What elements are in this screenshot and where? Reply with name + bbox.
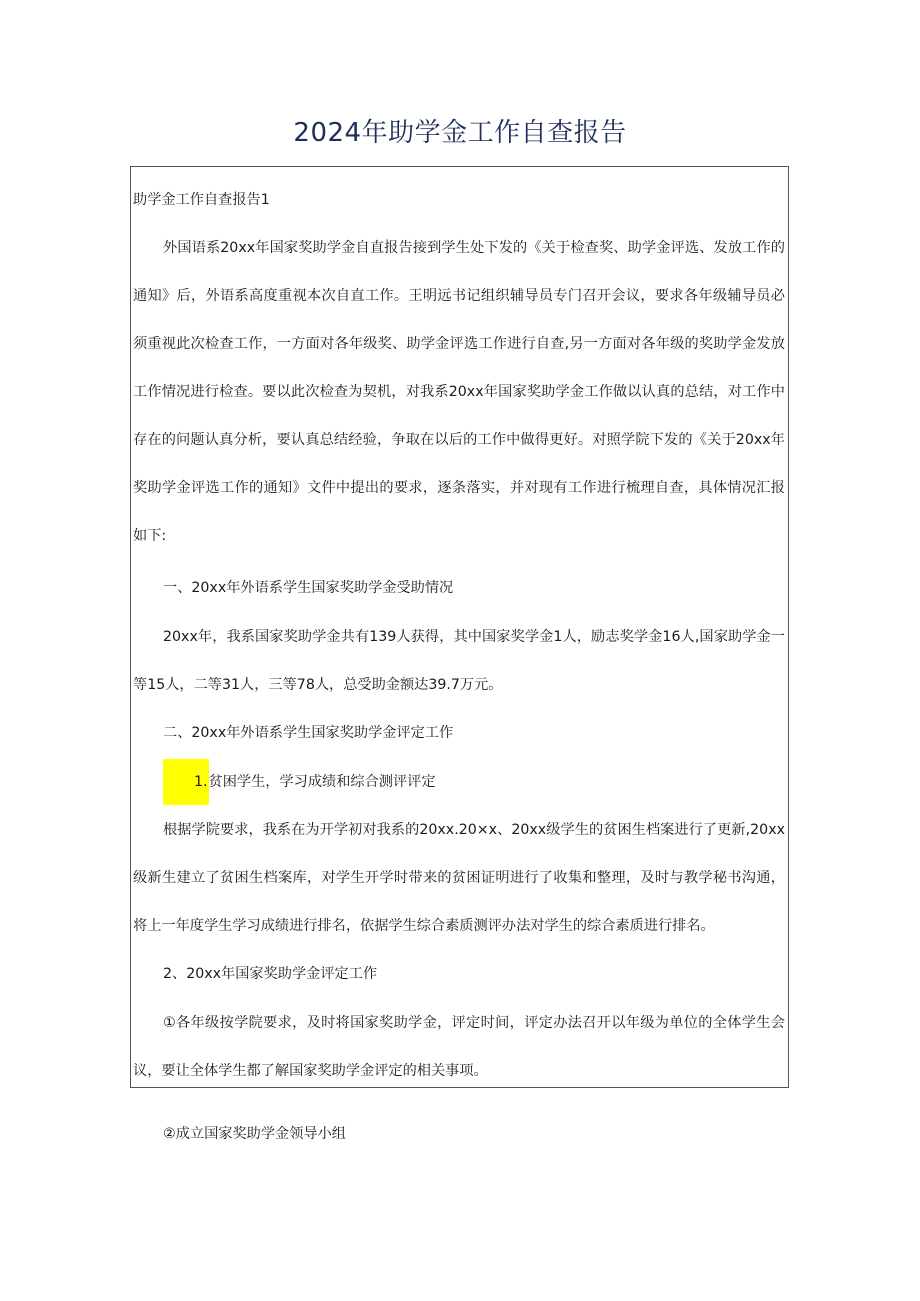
item-one-text: 贫困学生，学习成绩和综合测评评定 [208,774,436,790]
document-title: 2024年助学金工作自查报告 [293,118,627,148]
ranking-paragraph: 根据学院要求，我系在为开学初对我系的20xx.20×x、20xx级学生的贫困生档案进行了更新,20xx级新生建立了贫困生档案库，对学生开学时带来的贫困证明进行了收集和整理，及时与教学秘书沟通，将上一年度学生学习成绩进行排名，依据学生综合素质测评办法对学生的综合素质进行排名。 [133,822,785,934]
item-one-heading [133,758,785,806]
heading-one: 一、20xx年外语系学生国家奖助学金受助情况 [163,580,454,596]
circle-two-heading: ②成立国家奖助学金领导小组 [163,1126,346,1142]
heading-two: 二、20xx年外语系学生国家奖助学金评定工作 [163,725,454,741]
highlight-marker: 1. [163,759,209,805]
funding-paragraph: 20xx年，我系国家奖助学金共有139人获得，其中国家奖学金1人，励志奖学金16人,国家助学金一等15人，二等31人，三等78人，总受助金额达39.7万元。 [133,629,785,693]
intro-paragraph: 外国语系20xx年国家奖助学金自直报告接到学生处下发的《关于检查奖、助学金评选、发放工作的通知》后，外语系高度重视本次自直工作。王明远书记组织辅导员专门召开会议，要求各年级辅导员必须重视此次检查工作，一方面对各年级奖、助学金评选工作进行自查,另一方面对各年级的奖助学金发放工作情况进行检查。要以此次检查为契机，对我系20xx年国家奖助学金工作做以认真的总结，对工作中存在的问题认真分析，要认真总结经验，争取在以后的工作中做得更好。对照学院下发的《关于20xx年奖助学金评选工作的通知》文件中提出的要求，逐条落实，并对现有工作进行梳理自查，具体情况汇报如下: [133,240,785,544]
section-heading: 助学金工作自查报告1 [133,192,270,208]
item-two-heading: 2、20xx年国家奖助学金评定工作 [163,966,378,982]
circle-one-paragraph: ①各年级按学院要求，及时将国家奖助学金，评定时间，评定办法召开以年级为单位的全体学生会议，要让全体学生都了解国家奖助学金评定的相关事项。 [133,1015,785,1079]
